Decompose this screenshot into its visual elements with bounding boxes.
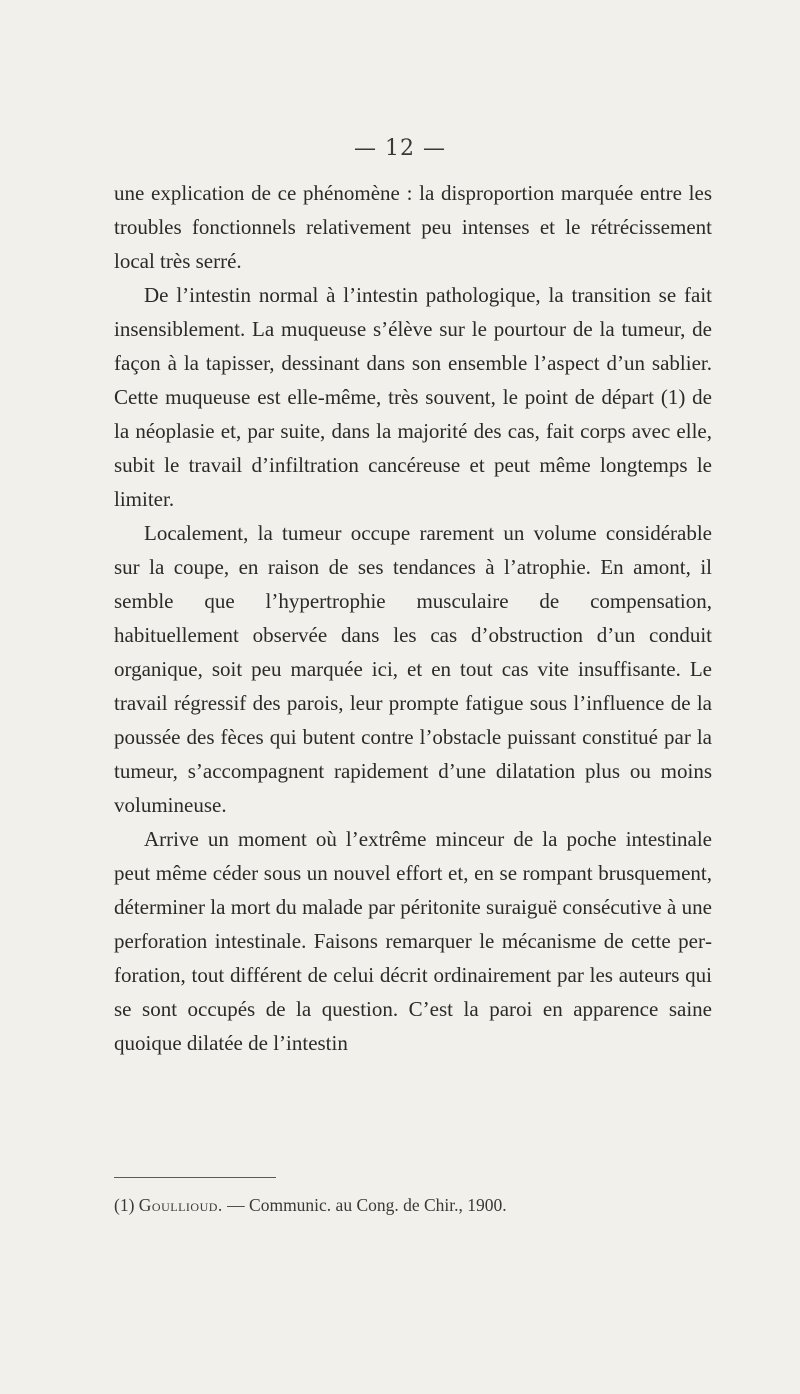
paragraph: Arrive un moment où l’extrême minceur de la poche intestinale peut même céder sous un nouvel effort et, en se rompant brusquement, déterminer la mort du malade par péritonite suraiguë consécutive à une perforation intestinale. Faisons remarquer le mécanisme de cette perforation, tout différent de celui décrit ordinairement par les auteurs qui se sont occupés de la question. C’est la paroi en apparence saine quoique dilatée de l’intestin [114,827,712,1055]
paragraph: De l’intestin normal à l’intestin pathologique, la transition se fait insensiblement. La muqueuse s’élève sur le pourtour de la tumeur, de façon à la tapisser, dessinant dans son ensemble l’aspect d’un sablier. Cette muqueuse est elle-même, très souvent, le point de départ (1) de la néoplasie et, par suite, dans la majorité des cas, fait corps avec elle, subit le travail d’infiltration cancéreuse et peut même longtemps le limiter. [114,283,712,511]
paragraph: une explication de ce phénomène : la disproportion marquée entre les troubles fonctionnels relativement peu intenses et le rétrécissement local très serré. [114,181,712,273]
footnote [114,1192,734,1218]
page-number: — 12 — [354,136,446,161]
footnote-rule [114,1177,276,1178]
footnote-author: Goullioud. [138,1195,223,1215]
paragraph: Localement, la tumeur occupe rarement un volume considérable sur la coupe, en raison de ses tendances à l’atrophie. En amont, il semble que l’hypertrophie musculaire de compensation, habituellement observée dans les cas d’obstruction d’un conduit organique, soit peu marquée ici, et en tout cas vite insuffisante. Le travail régressif des parois, leur prompte fatigue sous l’influence de la poussée des fèces qui butent contre l’obstacle puissant constitué par la tumeur, s’accompagnent rapidement d’une dilatation plus ou moins volumineuse. [114,521,712,817]
footnote-text: — Communic. au Cong. de Chir., 1900. [227,1195,507,1215]
footnote-marker: (1) [114,1195,135,1215]
body-text [114,176,712,1060]
